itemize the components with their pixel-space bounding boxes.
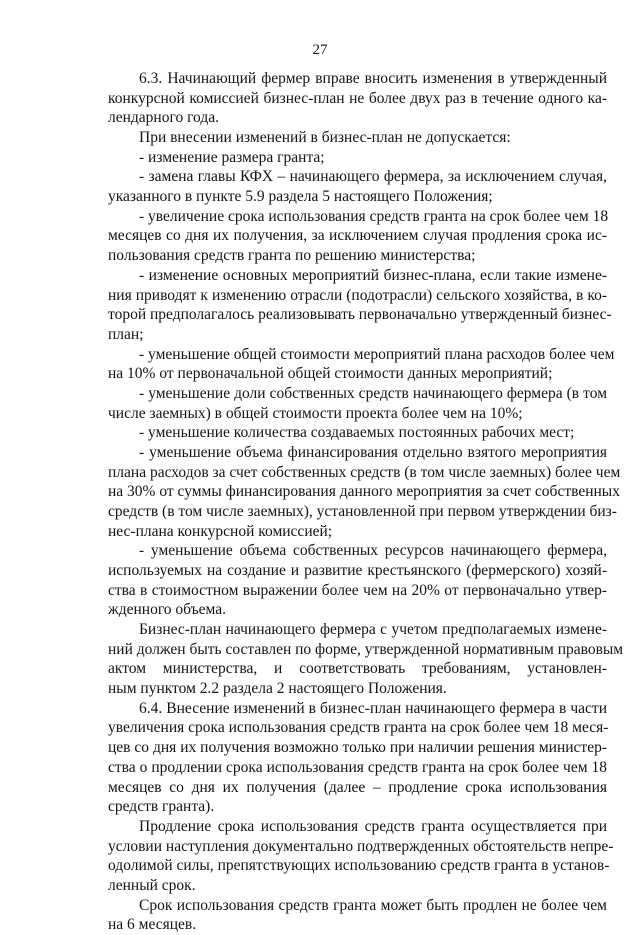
text-line: месяцев со дня их получения (далее – продление срока использования bbox=[108, 778, 607, 796]
text-line: план; bbox=[108, 325, 144, 343]
text-line: плана расходов за счет собственных средств (в том числе заемных) более чем bbox=[108, 463, 621, 481]
text-line: числе заемных) в общей стоимости проекта более чем на 10%; bbox=[108, 404, 523, 422]
text-line: жденного объема. bbox=[108, 601, 227, 619]
text-line: на 10% от первоначальной общей стоимости данных мероприятий; bbox=[108, 365, 553, 383]
text-line: - изменение размера гранта; bbox=[139, 148, 325, 166]
text-line: ния приводят к изменению отрасли (подотрасли) сельского хозяйства, в ко- bbox=[108, 286, 607, 304]
text-line: на 30% от суммы финансирования данного мероприятия за счет собственных bbox=[108, 483, 620, 501]
text-line: нес-плана конкурсной комиссией; bbox=[108, 522, 333, 540]
text-line: пользования средств гранта по решению министерства; bbox=[108, 247, 476, 265]
text-line: - уменьшение объема собственных ресурсов начинающего фермера, bbox=[139, 542, 607, 560]
text-line: средств (в том числе заемных), установленной при первом утверждении биз- bbox=[108, 503, 617, 520]
text-line: торой предполагалось реализовывать первоначально утвержденный бизнес- bbox=[108, 306, 612, 324]
text-line: ний должен быть составлен по форме, утвержденной нормативным правовым bbox=[108, 640, 624, 658]
text-line: 6.3. Начинающий фермер вправе вносить изменения в утвержденный bbox=[139, 70, 607, 87]
text-line: ства в стоимостном выражении более чем на 20% от первоначально утвер- bbox=[108, 581, 607, 599]
text-line: ным пунктом 2.2 раздела 2 настоящего Положения. bbox=[108, 680, 447, 698]
text-line: - увеличение срока использования средств гранта на срок более чем 18 bbox=[139, 207, 609, 225]
text-line: - уменьшение общей стоимости мероприятий плана расходов более чем bbox=[139, 345, 615, 363]
text-line: указанного в пункте 5.9 раздела 5 настоящего Положения; bbox=[108, 188, 493, 206]
text-line: лендарного года. bbox=[108, 109, 219, 127]
text-line: используемых на создание и развитие крестьянского (фермерского) хозяй- bbox=[108, 562, 607, 579]
text-line: Срок использования средств гранта может быть продлен не более чем bbox=[139, 896, 607, 914]
text-line: на 6 месяцев. bbox=[108, 916, 197, 934]
text-line: средств гранта). bbox=[108, 798, 215, 816]
text-line: - уменьшение доли собственных средств начинающего фермера (в том bbox=[139, 384, 607, 402]
text-line: актом министерства, и соответствовать требованиям, установлен- bbox=[108, 660, 607, 678]
text-line: ства о продлении срока использования средств гранта на срок более чем 18 bbox=[108, 758, 607, 776]
text-line: - изменение основных мероприятий бизнес-плана, если такие измене- bbox=[139, 266, 607, 284]
text-line: цев со дня их получения возможно только при наличии решения министер- bbox=[108, 739, 607, 757]
page-number: 27 bbox=[312, 42, 328, 58]
text-line: Бизнес-план начинающего фермера с учетом предполагаемых измене- bbox=[139, 621, 607, 638]
text-line: условии наступления документально подтвержденных обстоятельств непре- bbox=[108, 837, 614, 855]
text-line: При внесении изменений в бизнес-план не допускается: bbox=[139, 129, 511, 146]
text-line: - замена главы КФХ – начинающего фермера, за исключением случая, bbox=[139, 168, 607, 186]
text-line: - уменьшение количества создаваемых постоянных рабочих мест; bbox=[139, 424, 575, 442]
text-line: увеличения срока использования средств гранта на срок более чем 18 меся- bbox=[108, 719, 609, 737]
text-line: одолимой силы, препятствующих использованию средств гранта в установ- bbox=[108, 857, 610, 875]
text-line: месяцев со дня их получения, за исключением случая продления срока ис- bbox=[108, 227, 607, 245]
text-line: 6.4. Внесение изменений в бизнес-план начинающего фермера в части bbox=[139, 699, 607, 717]
text-line: конкурсной комиссией бизнес-план не более двух раз в течение одного ка- bbox=[108, 89, 607, 107]
text-line: ленный срок. bbox=[108, 876, 196, 894]
text-line: Продление срока использования средств гранта осуществляется при bbox=[139, 817, 607, 835]
text-line: - уменьшение объема финансирования отдельно взятого мероприятия bbox=[139, 443, 607, 461]
